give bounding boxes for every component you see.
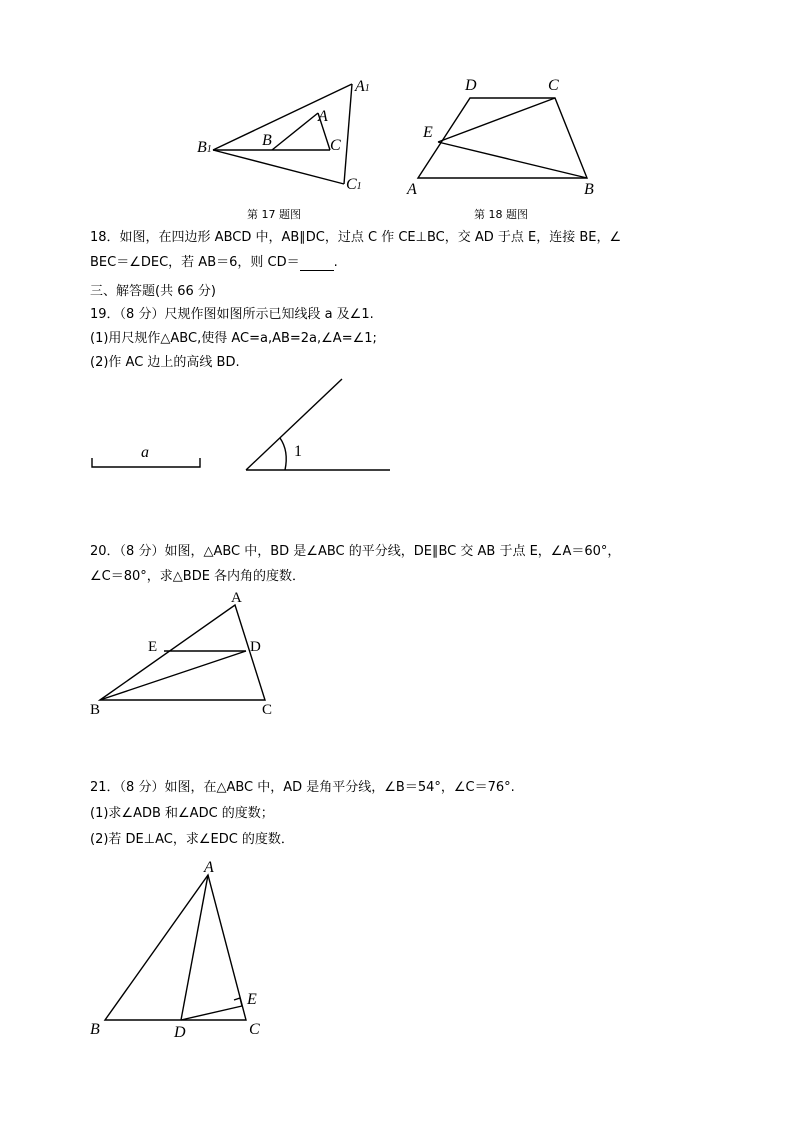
q18-line2: BEC＝∠DEC，若 AB＝6，则 CD＝ .	[90, 255, 338, 270]
q21-triangle-ABC	[105, 875, 246, 1020]
q21-label-E: E	[247, 991, 257, 1008]
fig17-label-A: A	[318, 108, 328, 125]
q20-line2: ∠C＝80°，求△BDE 各内角的度数．	[90, 569, 306, 584]
q21-label-D: D	[174, 1024, 186, 1041]
section3-title: 三、解答题(共 66 分)	[90, 284, 216, 299]
q18-line1: 18．如图，在四边形 ABCD 中，AB∥DC，过点 C 作 CE⊥BC，交 AD 于点 E，连接 BE，∠	[90, 230, 622, 245]
q21-line2: (1)求∠ADB 和∠ADC 的度数；	[90, 806, 274, 821]
q20-line1: 20．（8 分）如图，△ABC 中，BD 是∠ABC 的平分线，DE∥BC 交 AB 于点 E，∠A＝60°，	[90, 544, 621, 559]
q19-angle-label: 1	[294, 443, 302, 460]
q21-label-C: C	[249, 1021, 260, 1038]
q19-segment-label: a	[141, 444, 149, 461]
q21-right-angle-mark	[234, 998, 242, 1006]
q19-line2: (1)用尺规作△ABC,使得 AC=a,AB=2a,∠A=∠1;	[90, 331, 377, 346]
fig17-label-C1: C1	[346, 176, 362, 193]
q21-label-A: A	[204, 859, 214, 876]
q21-label-B: B	[90, 1021, 100, 1038]
fig17-label-C: C	[330, 137, 341, 154]
q20-label-E: E	[148, 639, 158, 655]
q20-label-A: A	[231, 590, 242, 606]
fig17-label-A1: A1	[355, 78, 370, 95]
q21-line3: (2)若 DE⊥AC，求∠EDC 的度数．	[90, 832, 294, 847]
fig18-label-A: A	[407, 181, 417, 198]
q21-line-AD	[181, 875, 208, 1020]
fig18-label-D: D	[465, 77, 477, 94]
fig17-caption: 第 17 题图	[247, 208, 301, 221]
q21-line-DE	[181, 1006, 242, 1020]
fig18-label-C: C	[548, 77, 559, 94]
q21-line1: 21．（8 分）如图，在△ABC 中，AD 是角平分线，∠B＝54°，∠C＝76°.	[90, 780, 515, 795]
fig18-label-B: B	[584, 181, 594, 198]
q19-line3: (2)作 AC 边上的高线 BD.	[90, 355, 240, 370]
fig18-caption: 第 18 题图	[474, 208, 528, 221]
fig17-label-B1: B1	[197, 139, 212, 156]
q20-label-D: D	[250, 639, 261, 655]
fig18-label-E: E	[423, 124, 433, 141]
q20-label-B: B	[90, 702, 101, 718]
q20-label-C: C	[262, 702, 273, 718]
q19-line1: 19．（8 分）尺规作图如图所示已知线段 a 及∠1.	[90, 307, 374, 322]
fig17-label-B: B	[262, 132, 272, 149]
